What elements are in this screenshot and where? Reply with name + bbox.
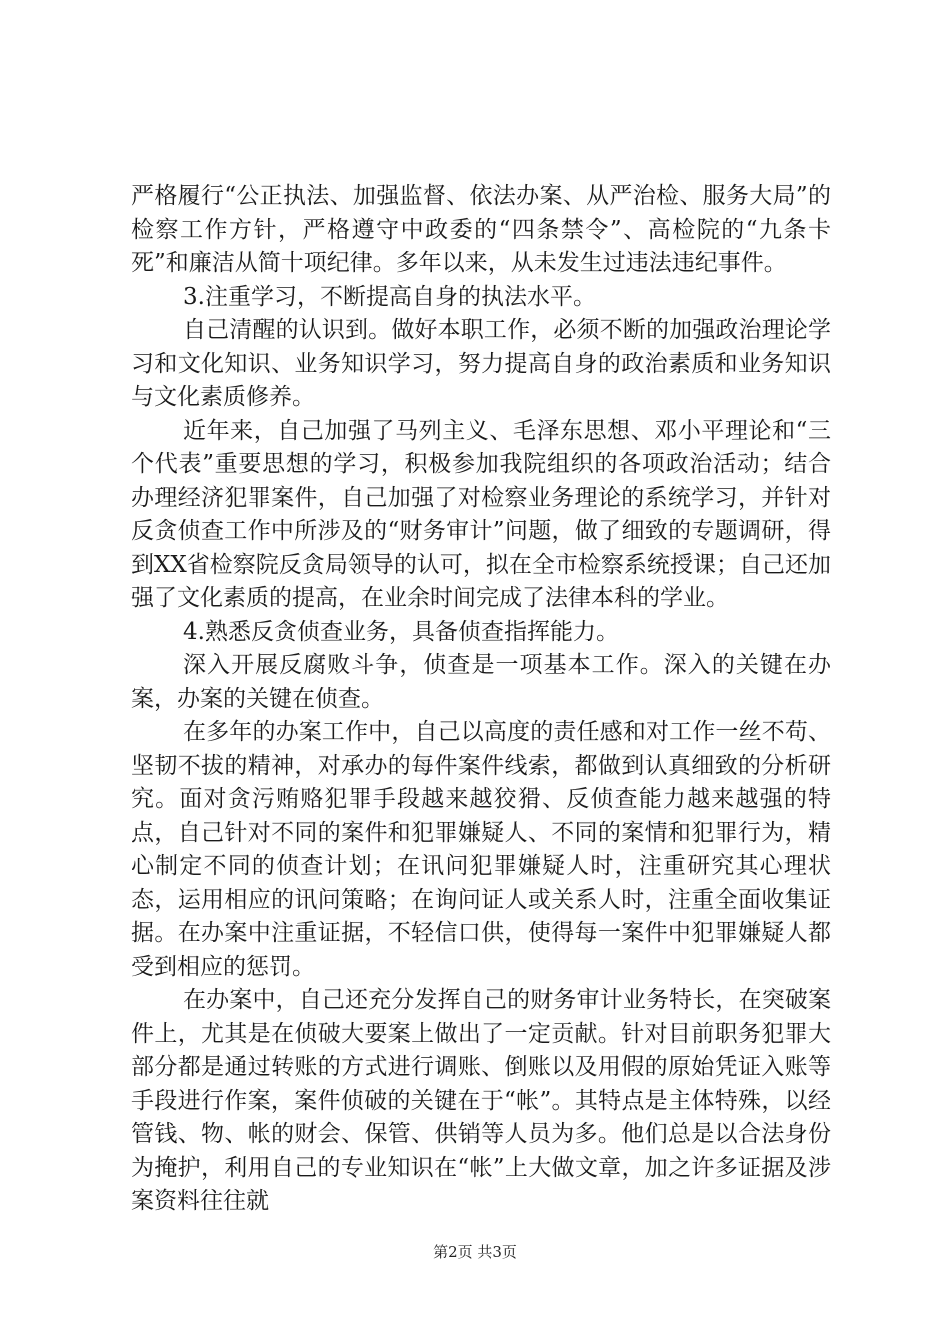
paragraph: 自己清醒的认识到。做好本职工作，必须不断的加强政治理论学习和文化知识、业务知识学习，努力提高自身的政治素质和业务知识与文化素质修养。 — [131, 317, 831, 410]
paragraph: 在多年的办案工作中，自己以高度的责任感和对工作一丝不苟、坚韧不拔的精神，对承办的每件案件线索，都做到认真细致的分析研究。面对贪污贿赂犯罪手段越来越狡猾、反侦查能力越来越强的特点，自己针对不同的案件和犯罪嫌疑人、不同的案情和犯罪行为，精心制定不同的侦查计划；在讯问犯罪嫌疑人时，注重研究其心理状态，运用相应的讯问策略；在询问证人或关系人时，注重全面收集证据。在办案中注重证据，不轻信口供，使得每一案件中犯罪嫌疑人都受到相应的惩罚。 — [131, 719, 831, 980]
page-number-footer: 第2页 共3页 — [433, 1243, 517, 1261]
section-heading: 3.注重学习，不断提高自身的执法水平。 — [183, 283, 596, 310]
paragraph: 近年来，自己加强了马列主义、毛泽东思想、邓小平理论和“三个代表”重要思想的学习，积极参加我院组织的各项政治活动；结合办理经济犯罪案件，自己加强了对检察业务理论的系统学习，并针对反贪侦查工作中所涉及的“财务审计”问题，做了细致的专题调研，得到XX省检察院反贪局领导的认可，拟在全市检察系统授课；自己还加强了文化素质的提高，在业余时间完成了法律本科的学业。 — [131, 417, 831, 611]
paragraph: 严格履行“公正执法、加强监督、依法办案、从严治检、服务大局”的检察工作方针，严格遵守中政委的“四条禁令”、高检院的“九条卡死”和廉洁从简十项纪律。多年以来，从未发生过违法违纪事件。 — [131, 183, 831, 276]
paragraph: 深入开展反腐败斗争，侦查是一项基本工作。深入的关键在办案，办案的关键在侦查。 — [131, 652, 831, 712]
section-heading: 4.熟悉反贪侦查业务，具备侦查指挥能力。 — [183, 618, 619, 645]
paragraph: 在办案中，自己还充分发挥自己的财务审计业务特长，在突破案件上，尤其是在侦破大要案上做出了一定贡献。针对目前职务犯罪大部分都是通过转账的方式进行调账、倒账以及用假的原始凭证入账等手段进行作案，案件侦破的关键在于“帐”。其特点是主体特殊，以经管钱、物、帐的财会、保管、供销等人员为多。他们总是以合法身份为掩护，利用自己的专业知识在“帐”上大做文章，加之许多证据及涉案资料往往就 — [131, 987, 831, 1214]
document-body — [131, 180, 831, 1219]
